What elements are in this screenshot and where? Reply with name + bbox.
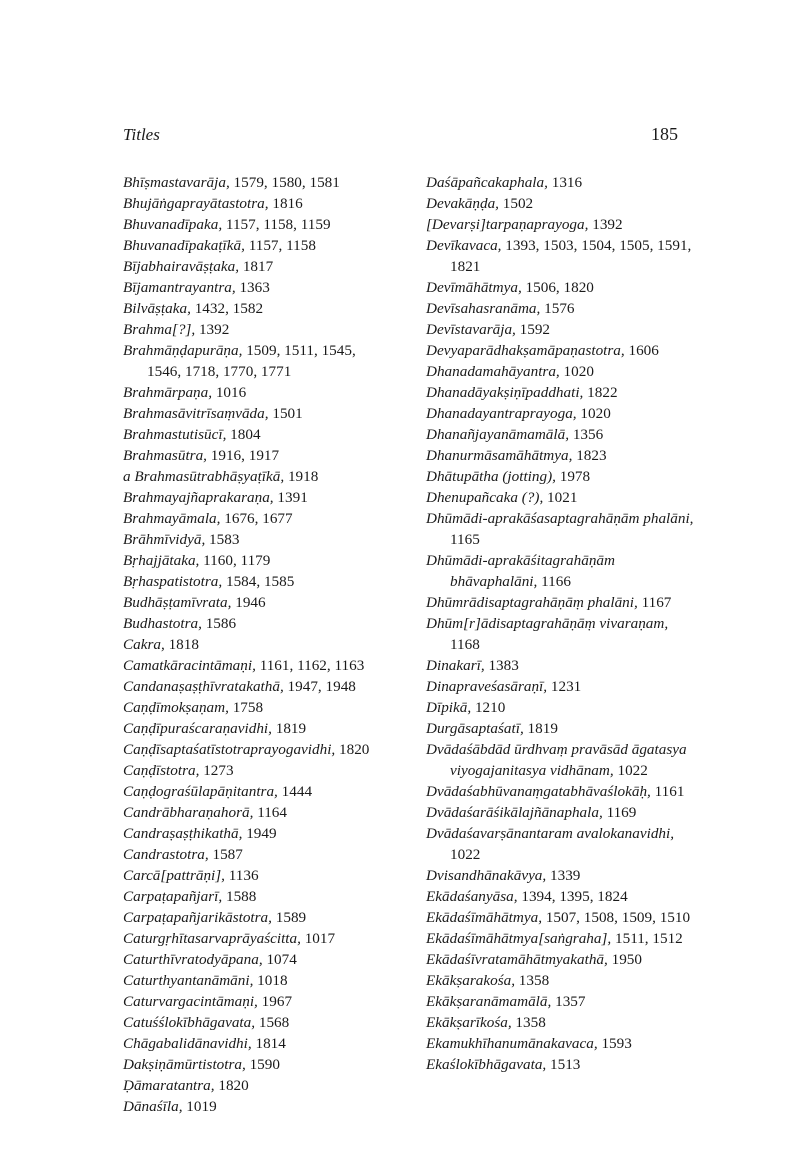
index-entry <box>123 865 383 886</box>
entry-title: Devyaparādhakṣamāpaṇastotra, <box>426 342 625 359</box>
entry-title: Dvādaśarāśikālajñānaphala, <box>426 804 603 821</box>
index-entry <box>123 1033 383 1054</box>
entry-references: 1339 <box>546 867 581 884</box>
index-entry <box>123 277 383 298</box>
entry-title: Dhanurmāsamāhātmya, <box>426 447 573 464</box>
index-entry <box>123 256 383 277</box>
index-entry <box>123 1096 383 1117</box>
entry-title: Dhūmādi-aprakāśasaptagrahāṇām phalāni, <box>426 510 694 527</box>
entry-title: Bhujāṅgaprayātastotra, <box>123 195 269 212</box>
index-entry <box>123 1012 383 1033</box>
entry-title: Ekādaśanyāsa, <box>426 888 518 905</box>
index-entry <box>123 214 383 235</box>
index-entry <box>426 361 696 382</box>
entry-references: 1136 <box>224 867 259 884</box>
index-entry <box>426 592 696 613</box>
entry-references: 1231 <box>547 678 582 695</box>
index-entry <box>123 445 383 466</box>
entry-title: Caṇḍīpuraścaraṇavidhi, <box>123 720 272 737</box>
entry-references: 1946 <box>231 594 266 611</box>
index-entry <box>426 928 696 949</box>
entry-title: Caṇḍīsaptaśatīstotraprayogavidhi, <box>123 741 336 758</box>
index-entry <box>123 340 383 382</box>
index-entry <box>123 844 383 865</box>
entry-references: 1967 <box>257 993 293 1010</box>
index-entry <box>426 319 696 340</box>
index-entry <box>123 319 383 340</box>
entry-title: Caturthīvratodyāpana, <box>123 951 263 968</box>
entry-title: Dhūmrādisaptagrahāṇāṃ phalāni, <box>426 594 638 611</box>
entry-references: 1501 <box>268 405 303 422</box>
entry-references: 1506, 1820 <box>521 279 594 296</box>
entry-references: 1592 <box>515 321 551 338</box>
index-entry <box>426 718 696 739</box>
index-entry <box>426 235 696 277</box>
entry-references: 1157, 1158 <box>244 237 316 254</box>
entry-title: Brahmasūtra, <box>123 447 207 464</box>
index-entry <box>426 676 696 697</box>
entry-references: 1818 <box>164 636 199 653</box>
entry-references: 1606 <box>624 342 659 359</box>
entry-title: Ekākṣarīkośa, <box>426 1014 512 1031</box>
entry-references: 1823 <box>572 447 607 464</box>
index-entry <box>123 508 383 529</box>
entry-title: Brahmasāvitrīsaṃvāda, <box>123 405 269 422</box>
entry-title: Caturgṛhītasarvaprāyaścitta, <box>123 930 301 947</box>
index-entry <box>426 1054 696 1075</box>
index-entry <box>426 613 696 655</box>
entry-title: Dvādaśavarṣānantaram avalokanavidhi, <box>426 825 675 842</box>
entry-title: Dhūm[r]ādisaptagrahāṇāṃ vivaraṇam, <box>426 615 669 632</box>
entry-title: Bṛhaspatistotra, <box>123 573 223 590</box>
entry-title: Bhuvanadīpakaṭīkā, <box>123 237 245 254</box>
index-entry <box>123 760 383 781</box>
index-entry <box>123 886 383 907</box>
entry-title: Dīpikā, <box>426 699 472 716</box>
entry-title: Candrābharaṇahorā, <box>123 804 254 821</box>
index-entry <box>123 550 383 571</box>
entry-references: 1166 <box>537 573 571 590</box>
running-head <box>0 0 800 150</box>
entry-title: Ekādaśīmāhātmya, <box>426 909 542 926</box>
entry-references: 1021 <box>543 489 578 506</box>
entry-references: 1019 <box>182 1098 217 1115</box>
index-entry <box>123 928 383 949</box>
index-entry <box>426 781 696 802</box>
index-entry <box>426 172 696 193</box>
entry-references: 1020 <box>559 363 594 380</box>
entry-references: 1589 <box>271 909 307 926</box>
entry-references: 1586 <box>201 615 237 632</box>
entry-references: 1018 <box>253 972 288 989</box>
entry-title: Dhanadamahāyantra, <box>426 363 560 380</box>
entry-title: Brāhmīvidyā, <box>123 531 206 548</box>
entry-title: Durgāsaptaśatī, <box>426 720 524 737</box>
entry-title: Dvādaśābdād ūrdhvaṃ pravāsād āgatasya viyogajanitasya vidhānam, <box>426 741 687 779</box>
entry-title: Bījamantrayantra, <box>123 279 236 296</box>
index-entry <box>426 823 696 865</box>
entry-title: Caturvargacintāmaṇi, <box>123 993 258 1010</box>
index-entry <box>123 1075 383 1096</box>
entry-title: Budhastotra, <box>123 615 202 632</box>
entry-title: [Devarṣi]tarpaṇaprayoga, <box>426 216 589 233</box>
entry-references: 1950 <box>607 951 642 968</box>
entry-title: Budhāṣṭamīvrata, <box>123 594 232 611</box>
index-entry <box>123 949 383 970</box>
entry-title: Dvisandhānakāvya, <box>426 867 547 884</box>
entry-references: 1676, 1677 <box>220 510 293 527</box>
entry-references: 1393, 1503, 1504, 1505, 1591, 1821 <box>450 237 692 275</box>
index-entry <box>123 466 383 487</box>
entry-title: Caṇḍograśūlapāṇitantra, <box>123 783 278 800</box>
entry-references: 1357 <box>551 993 586 1010</box>
index-entry <box>426 424 696 445</box>
index-entry <box>426 214 696 235</box>
entry-references: 1758 <box>228 699 264 716</box>
index-entry <box>426 1012 696 1033</box>
index-entry <box>123 634 383 655</box>
index-entry <box>123 193 383 214</box>
entry-title: Brahmārpaṇa, <box>123 384 213 401</box>
entry-references: 1392 <box>588 216 623 233</box>
entry-references: 1167 <box>637 594 672 611</box>
entry-title: Dhūmādi-aprakāśitagrahāṇām bhāvaphalāni, <box>426 552 615 590</box>
entry-references: 1949 <box>242 825 277 842</box>
entry-references: 1161 <box>650 783 685 800</box>
entry-references: 1391 <box>273 489 308 506</box>
entry-references: 1583 <box>205 531 240 548</box>
entry-title: Catuśślokībhāgavata, <box>123 1014 256 1031</box>
index-entry <box>426 193 696 214</box>
index-entry <box>123 781 383 802</box>
entry-references: 1509, 1511, 1545, 1546, 1718, 1770, 1771 <box>147 342 356 380</box>
entry-title: Carpaṭapañjarī, <box>123 888 223 905</box>
entry-title: Dinapraveśasāraṇī, <box>426 678 548 695</box>
index-entry <box>426 445 696 466</box>
index-entry <box>123 1054 383 1075</box>
index-entry <box>426 277 696 298</box>
entry-references: 1978 <box>555 468 591 485</box>
index-entry <box>426 802 696 823</box>
index-entry <box>426 550 696 592</box>
entry-references: 1576 <box>540 300 575 317</box>
index-entry <box>426 403 696 424</box>
entry-title: Bṛhajjātaka, <box>123 552 200 569</box>
index-entry <box>123 823 383 844</box>
entry-references: 1432, 1582 <box>190 300 264 317</box>
entry-title: Ekaślokībhāgavata, <box>426 1056 547 1073</box>
index-entry <box>426 508 696 550</box>
index-entry <box>123 676 383 697</box>
entry-references: 1918 <box>284 468 319 485</box>
entry-title: Candraṣaṣṭhikathā, <box>123 825 243 842</box>
entry-references: 1588 <box>222 888 257 905</box>
entry-references: 1169 <box>602 804 637 821</box>
index-entry <box>426 697 696 718</box>
entry-references: 1587 <box>208 846 243 863</box>
entry-references: 1358 <box>515 972 550 989</box>
entry-title: Dhanadāyakṣiṇīpaddhati, <box>426 384 584 401</box>
index-column-left <box>123 172 383 1117</box>
entry-references: 1363 <box>235 279 270 296</box>
index-entry <box>123 907 383 928</box>
index-column-right <box>426 172 696 1075</box>
entry-title: Devakāṇḍa, <box>426 195 499 212</box>
entry-references: 1210 <box>471 699 506 716</box>
entry-references: 1584, 1585 <box>222 573 295 590</box>
entry-title: Brahmayajñaprakaraṇa, <box>123 489 274 506</box>
entry-title: Dhanadayantraprayoga, <box>426 405 577 422</box>
entry-references: 1511, 1512 <box>611 930 683 947</box>
index-entry <box>426 739 696 781</box>
running-title: Titles <box>123 125 160 144</box>
index-entry <box>426 865 696 886</box>
index-entry <box>123 424 383 445</box>
index-entry <box>426 991 696 1012</box>
entry-title: Candanaṣaṣṭhīvratakathā, <box>123 678 284 695</box>
entry-title: Cakra, <box>123 636 165 653</box>
entry-references: 1161, 1162, 1163 <box>255 657 365 674</box>
index-entry <box>123 487 383 508</box>
entry-title: Dakṣiṇāmūrtistotra, <box>123 1056 246 1073</box>
entry-references: 1358 <box>511 1014 546 1031</box>
entry-title: a Brahmasūtrabhāṣyaṭīkā, <box>123 468 285 485</box>
index-entry <box>426 466 696 487</box>
entry-references: 1568 <box>255 1014 290 1031</box>
entry-title: Bhuvanadīpaka, <box>123 216 223 233</box>
entry-references: 1017 <box>300 930 336 947</box>
entry-references: 1022 <box>450 846 481 863</box>
entry-title: Daśāpañcakaphala, <box>426 174 548 191</box>
entry-references: 1356 <box>569 426 604 443</box>
entry-title: Dānaśīla, <box>123 1098 183 1115</box>
entry-references: 1816 <box>268 195 303 212</box>
index-entry <box>123 655 383 676</box>
index-entry <box>123 718 383 739</box>
entry-references: 1168 <box>450 636 480 653</box>
index-entry <box>426 1033 696 1054</box>
index-entry <box>123 529 383 550</box>
index-entry <box>123 739 383 760</box>
entry-references: 1392 <box>195 321 230 338</box>
index-entry <box>426 907 696 928</box>
entry-title: Brahma[?], <box>123 321 196 338</box>
entry-references: 1020 <box>576 405 611 422</box>
index-entry <box>123 382 383 403</box>
entry-title: Caṇḍīmokṣaṇam, <box>123 699 229 716</box>
entry-title: Camatkāracintāmaṇi, <box>123 657 256 674</box>
entry-title: Devīkavaca, <box>426 237 502 254</box>
entry-title: Dhenupañcaka (?), <box>426 489 544 506</box>
entry-references: 1394, 1395, 1824 <box>517 888 628 905</box>
index-entry <box>123 970 383 991</box>
entry-references: 1916, 1917 <box>206 447 280 464</box>
index-entry <box>123 571 383 592</box>
index-entry <box>123 991 383 1012</box>
index-entry <box>123 298 383 319</box>
entry-references: 1507, 1508, 1509, 1510 <box>542 909 691 926</box>
entry-references: 1022 <box>613 762 648 779</box>
index-entry <box>426 655 696 676</box>
entry-title: Ekākṣaranāmamālā, <box>426 993 552 1010</box>
entry-title: Ekamukhīhanumānakavaca, <box>426 1035 598 1052</box>
entry-title: Ekākṣarakośa, <box>426 972 515 989</box>
index-entry <box>426 340 696 361</box>
entry-title: Ḍāmaratantra, <box>123 1077 215 1094</box>
entry-references: 1513 <box>546 1056 581 1073</box>
entry-title: Chāgabalidānavidhi, <box>123 1035 252 1052</box>
index-entry <box>426 487 696 508</box>
entry-title: Candrastotra, <box>123 846 209 863</box>
entry-references: 1822 <box>583 384 618 401</box>
entry-title: Devīstavarāja, <box>426 321 516 338</box>
index-entry <box>123 172 383 193</box>
entry-title: Devīmāhātmya, <box>426 279 522 296</box>
entry-references: 1316 <box>547 174 583 191</box>
entry-references: 1164 <box>253 804 287 821</box>
entry-references: 1165 <box>450 531 480 548</box>
entry-title: Dhātupātha (jotting), <box>426 468 556 485</box>
entry-references: 1820 <box>335 741 370 758</box>
entry-title: Devīsahasranāma, <box>426 300 541 317</box>
entry-references: 1579, 1580, 1581 <box>229 174 340 191</box>
entry-title: Dhanañjayanāmamālā, <box>426 426 570 443</box>
index-entry <box>426 970 696 991</box>
entry-references: 1593 <box>597 1035 632 1052</box>
entry-title: Brahmastutisūcī, <box>123 426 227 443</box>
entry-title: Bījabhairavāṣṭaka, <box>123 258 240 275</box>
index-entry <box>123 613 383 634</box>
entry-title: Dvādaśabhūvanaṃgatabhāvaślokāḥ, <box>426 783 651 800</box>
page-number: 185 <box>651 124 678 144</box>
index-entry <box>426 886 696 907</box>
entry-title: Bhīṣmastavarāja, <box>123 174 230 191</box>
entry-references: 1016 <box>212 384 247 401</box>
entry-references: 1817 <box>239 258 274 275</box>
index-entry <box>123 592 383 613</box>
entry-references: 1590 <box>245 1056 280 1073</box>
entry-title: Caṇḍīstotra, <box>123 762 200 779</box>
index-entry <box>123 802 383 823</box>
entry-references: 1160, 1179 <box>199 552 271 569</box>
index-entry <box>426 382 696 403</box>
index-entry <box>123 235 383 256</box>
entry-title: Brahmayāmala, <box>123 510 221 527</box>
entry-references: 1157, 1158, 1159 <box>222 216 331 233</box>
entry-references: 1502 <box>498 195 534 212</box>
entry-references: 1273 <box>199 762 234 779</box>
entry-references: 1820 <box>214 1077 249 1094</box>
entry-references: 1804 <box>226 426 261 443</box>
entry-title: Bilvāṣṭaka, <box>123 300 191 317</box>
entry-title: Ekādaśīvratamāhātmyakathā, <box>426 951 608 968</box>
entry-title: Carpaṭapañjarikāstotra, <box>123 909 272 926</box>
entry-title: Dinakarī, <box>426 657 485 674</box>
entry-references: 1444 <box>277 783 313 800</box>
index-entry <box>426 949 696 970</box>
entry-title: Brahmāṇḍapurāṇa, <box>123 342 243 359</box>
entry-references: 1947, 1948 <box>283 678 356 695</box>
entry-references: 1819 <box>523 720 558 737</box>
index-entry <box>123 697 383 718</box>
entry-references: 1383 <box>484 657 519 674</box>
index-entry <box>426 298 696 319</box>
entry-references: 1819 <box>271 720 307 737</box>
entry-title: Carcā[pattrāṇi], <box>123 867 225 884</box>
entry-references: 1814 <box>251 1035 286 1052</box>
entry-title: Ekādaśīmāhātmya[saṅgraha], <box>426 930 612 947</box>
entry-title: Caturthyantanāmāni, <box>123 972 254 989</box>
entry-references: 1074 <box>262 951 297 968</box>
index-entry <box>123 403 383 424</box>
